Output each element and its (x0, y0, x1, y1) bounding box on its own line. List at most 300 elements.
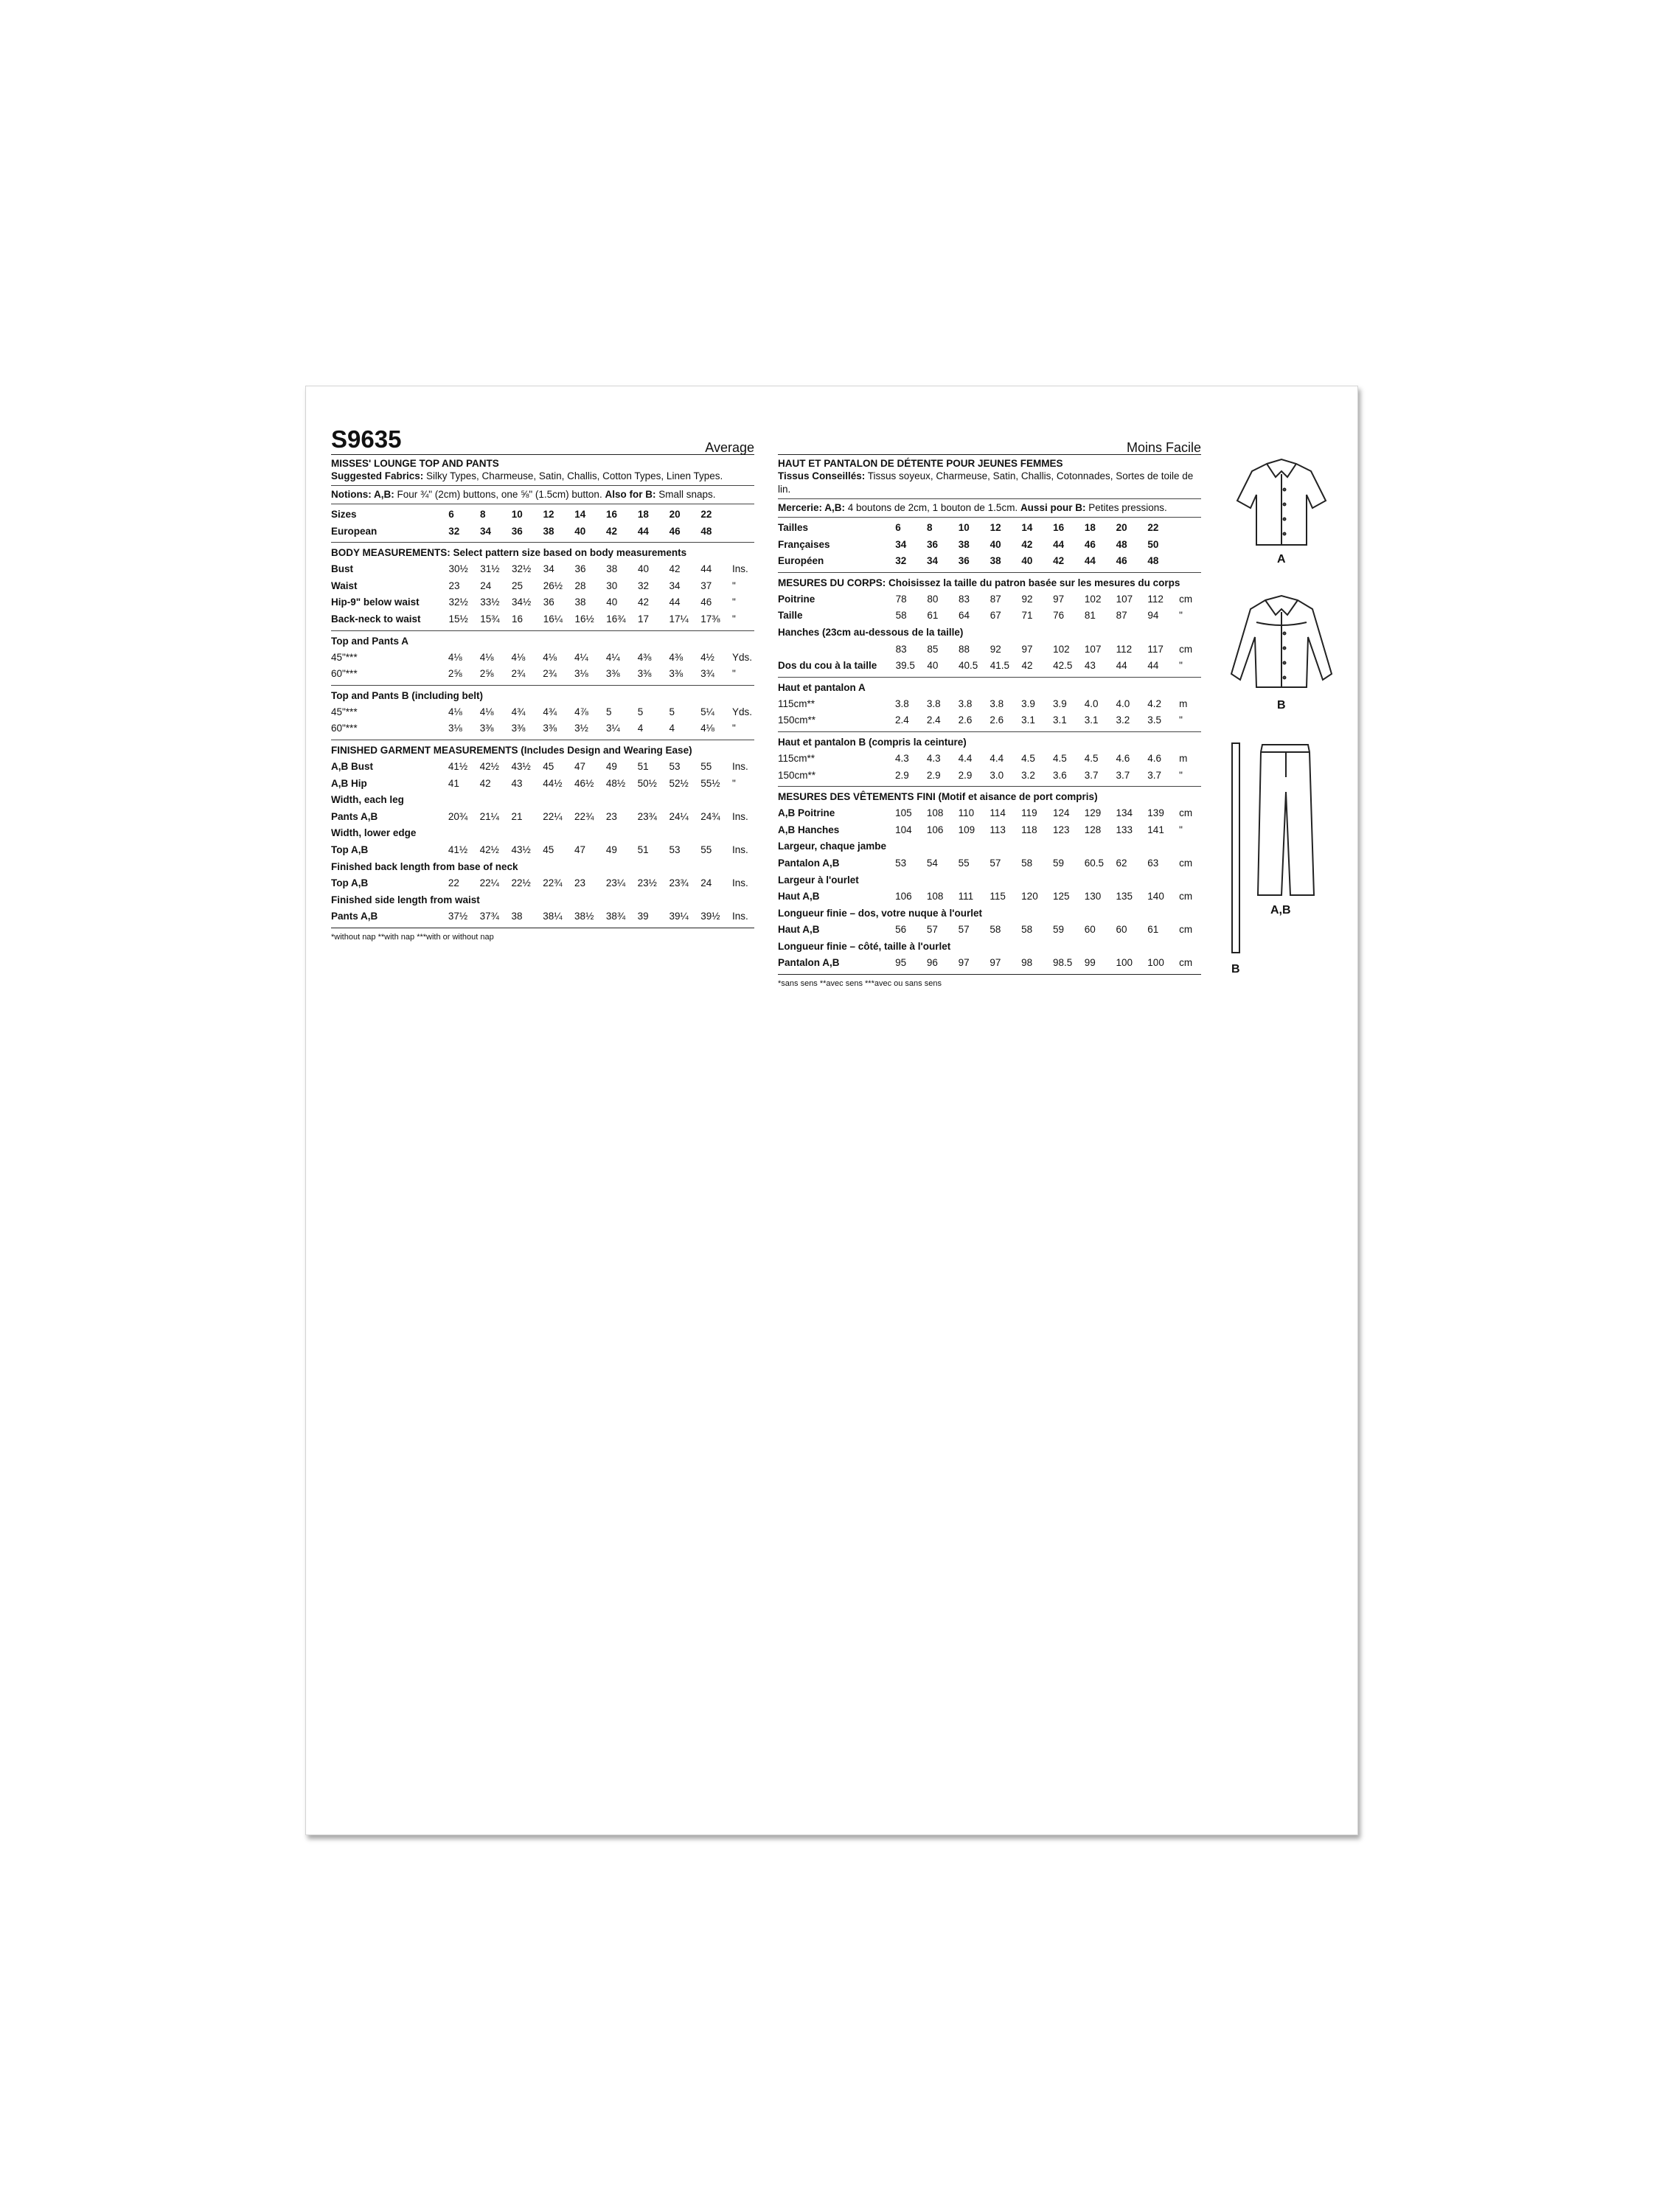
value-cell: 39 (637, 911, 649, 922)
value-cell: 2.6 (958, 714, 973, 726)
value-cell: 87 (990, 593, 1001, 605)
value-cell: 18 (637, 509, 649, 520)
value-cell: 4⅛ (448, 651, 462, 663)
value-cell: 118 (1021, 824, 1037, 835)
value-cell: 111 (958, 891, 974, 902)
value-cell: 2.4 (926, 714, 941, 726)
table-row (778, 696, 1201, 713)
table-row (331, 892, 754, 909)
unit-cell: cm (1179, 807, 1193, 819)
value-cell: 31½ (480, 563, 500, 575)
value-cell: 5 (637, 706, 644, 717)
value-cell: 39½ (700, 911, 720, 922)
value-cell: 14 (574, 509, 586, 520)
table-row (331, 759, 754, 776)
table-row (331, 507, 754, 524)
value-cell: 109 (958, 824, 975, 835)
row-label: Sizes (331, 509, 357, 520)
body-measurements-heading-fr: MESURES DU CORPS: Choisissez la taille du patron basée sur les mesures du corps (778, 577, 1180, 588)
row-label: Width, lower edge (331, 827, 417, 839)
value-cell: 134 (1116, 807, 1133, 819)
value-cell: 40.5 (959, 660, 978, 672)
value-cell: 125 (1052, 891, 1070, 902)
table-row (331, 859, 754, 876)
value-cell: 64 (959, 610, 970, 622)
divider (331, 485, 754, 486)
value-cell: 53 (669, 844, 681, 855)
table-row (778, 641, 1201, 658)
french-header (778, 431, 1201, 455)
value-cell: 38 (543, 525, 554, 537)
value-cell: 38¾ (605, 911, 626, 922)
value-cell: 47 (574, 760, 586, 772)
value-cell: 51 (637, 844, 649, 855)
table-row (778, 553, 1201, 570)
unit-cell: " (1179, 610, 1183, 622)
value-cell: 40 (990, 538, 1001, 550)
value-cell: 32 (448, 525, 460, 537)
value-cell: 44 (1084, 555, 1096, 567)
value-cell: 22½ (511, 877, 531, 889)
value-cell: 6 (448, 509, 454, 520)
sizes-table (331, 507, 754, 540)
unit-cell: Ins. (732, 911, 748, 922)
value-cell: 20¾ (448, 810, 468, 822)
value-cell: 97 (990, 957, 1001, 969)
value-cell: 92 (1021, 593, 1033, 605)
value-cell: 2.6 (990, 714, 1004, 726)
value-cell: 34 (927, 555, 939, 567)
value-cell: 4.3 (926, 752, 941, 764)
table-row (331, 524, 754, 540)
value-cell: 42½ (479, 760, 499, 772)
value-cell: 81 (1084, 610, 1096, 622)
value-cell: 106 (926, 824, 944, 835)
row-label: Pants A,B (331, 810, 378, 822)
value-cell: 4¾ (543, 706, 557, 717)
value-cell: 87 (1116, 610, 1127, 622)
value-cell: 83 (895, 643, 907, 655)
value-cell: 130 (1084, 891, 1102, 902)
value-cell: 119 (1021, 807, 1037, 819)
value-cell: 113 (990, 824, 1006, 835)
unit-cell: " (732, 777, 736, 789)
value-cell: 71 (1021, 610, 1033, 622)
value-cell: 4¾ (511, 706, 526, 717)
value-cell: 4⅛ (700, 723, 714, 734)
table-row (778, 955, 1201, 972)
value-cell: 25 (511, 580, 523, 591)
unit-cell: Ins. (732, 760, 748, 772)
notions-text-fr: 4 boutons de 2cm, 1 bouton de 1.5cm. (845, 502, 1020, 513)
table-row (331, 704, 754, 721)
table-row (331, 842, 754, 859)
value-cell: 41½ (448, 760, 468, 772)
divider (778, 517, 1201, 518)
value-cell: 12 (543, 509, 554, 520)
unit-cell: cm (1179, 957, 1193, 969)
value-cell: 62 (1116, 857, 1127, 869)
table-row (778, 658, 1201, 675)
value-cell: 58 (895, 610, 907, 622)
value-cell: 38 (958, 538, 970, 550)
row-label: A,B Hip (331, 777, 367, 789)
value-cell: 108 (926, 891, 944, 902)
value-cell: 3.6 (1052, 769, 1067, 781)
value-cell: 3¼ (605, 723, 620, 734)
value-cell: 4.4 (958, 752, 973, 764)
value-cell: 133 (1116, 824, 1133, 835)
value-cell: 38½ (574, 911, 594, 922)
yardage-b-heading: Top and Pants B (including belt) (331, 689, 483, 701)
value-cell: 8 (479, 509, 486, 520)
value-cell: 42 (1053, 555, 1065, 567)
row-label: A,B Hanches (778, 824, 840, 835)
value-cell: 60 (1084, 924, 1096, 936)
difficulty-level: Average (705, 440, 754, 455)
value-cell: 24 (480, 580, 492, 591)
value-cell: 4.6 (1147, 752, 1162, 764)
table-row (331, 776, 754, 793)
sketch-label-a: A (1277, 553, 1286, 566)
value-cell: 55 (700, 844, 712, 855)
value-cell: 34 (895, 538, 907, 550)
divider (778, 731, 1201, 732)
value-cell: 3⅜ (511, 723, 526, 734)
table-row (778, 872, 1201, 889)
value-cell: 8 (927, 522, 933, 533)
value-cell: 2⅝ (448, 668, 462, 680)
value-cell: 47 (574, 844, 586, 855)
value-cell: 26½ (543, 580, 563, 591)
table-row (778, 608, 1201, 625)
value-cell: 3.1 (1084, 714, 1099, 726)
value-cell: 14 (1021, 522, 1033, 533)
value-cell: 38 (606, 563, 618, 575)
value-cell: 139 (1147, 807, 1164, 819)
value-cell: 124 (1052, 807, 1070, 819)
table-row (778, 768, 1201, 785)
value-cell: 17 (637, 613, 649, 625)
value-cell: 44 (1053, 538, 1065, 550)
value-cell: 46 (1084, 538, 1096, 550)
table-row (778, 591, 1201, 608)
value-cell: 4 (637, 723, 644, 734)
pattern-code: S9635 (331, 425, 402, 453)
row-label: European (331, 525, 378, 537)
table-row (331, 666, 754, 683)
value-cell: 32½ (511, 563, 532, 575)
value-cell: 60.5 (1084, 857, 1105, 869)
value-cell: 42 (1021, 538, 1033, 550)
table-row (331, 611, 754, 628)
value-cell: 4.0 (1116, 698, 1130, 709)
value-cell: 3.2 (1021, 769, 1035, 781)
value-cell: 22¾ (543, 877, 563, 889)
value-cell: 12 (990, 522, 1001, 533)
row-label: Top A,B (331, 877, 369, 889)
value-cell: 17⅜ (700, 613, 720, 625)
value-cell: 16¾ (606, 613, 626, 625)
difficulty-level-fr: Moins Facile (1126, 440, 1201, 455)
value-cell: 49 (605, 760, 617, 772)
value-cell: 3⅜ (479, 723, 494, 734)
value-cell: 55½ (700, 777, 720, 789)
value-cell: 3.7 (1084, 769, 1099, 781)
value-cell: 4.3 (895, 752, 909, 764)
value-cell: 105 (895, 807, 912, 819)
unit-cell: cm (1179, 593, 1193, 605)
row-label: Haut A,B (778, 891, 820, 902)
value-cell: 3.2 (1116, 714, 1130, 726)
value-cell: 34 (669, 580, 681, 591)
value-cell: 20 (1116, 522, 1127, 533)
divider (331, 685, 754, 686)
value-cell: 10 (511, 509, 523, 520)
belt-sketch (1231, 742, 1241, 956)
value-cell: 36 (958, 555, 970, 567)
yardage-a-heading-fr: Haut et pantalon A (778, 681, 866, 693)
value-cell: 120 (1021, 891, 1038, 902)
footnote: *without nap **with nap ***with or without nap (331, 932, 494, 942)
top-a-sketch (1230, 456, 1333, 552)
value-cell: 34½ (511, 597, 532, 608)
value-cell: 44 (637, 525, 649, 537)
value-cell: 23¼ (605, 877, 626, 889)
unit-cell: " (1179, 660, 1183, 672)
value-cell: 55 (700, 760, 712, 772)
value-cell: 40 (927, 660, 939, 672)
value-cell: 3⅜ (605, 668, 620, 680)
value-cell: 80 (927, 593, 939, 605)
value-cell: 16½ (574, 613, 594, 625)
row-label: Pants A,B (331, 911, 378, 922)
finished-measurements-heading: FINISHED GARMENT MEASUREMENTS (Includes Design and Wearing Ease) (331, 744, 692, 756)
value-cell: 117 (1147, 643, 1164, 655)
sizes-table-fr (778, 520, 1201, 570)
value-cell: 23 (448, 580, 460, 591)
row-label: Hip-9" below waist (331, 597, 420, 608)
finished-measurements-table (331, 759, 754, 925)
unit-cell: " (731, 668, 736, 680)
table-row (778, 520, 1201, 537)
value-cell: 46 (700, 597, 712, 608)
value-cell: 37 (700, 580, 712, 591)
value-cell: 2.9 (895, 769, 909, 781)
value-cell: 4⅛ (511, 651, 526, 663)
pants-sketch (1252, 740, 1318, 902)
value-cell: 43 (511, 777, 523, 789)
value-cell: 22¼ (479, 877, 499, 889)
value-cell: 38 (990, 555, 1001, 567)
value-cell: 32 (637, 580, 649, 591)
notions-text: Four ¾" (2cm) buttons, one ⅝" (1.5cm) button. (394, 489, 605, 500)
value-cell: 4.4 (990, 752, 1004, 764)
pattern-back-sheet (305, 386, 1358, 1835)
value-cell: 97 (1021, 643, 1033, 655)
value-cell: 48 (1147, 555, 1159, 567)
french-column (778, 431, 1201, 988)
value-cell: 3.1 (1021, 714, 1035, 726)
value-cell: 88 (959, 643, 970, 655)
value-cell: 22¾ (574, 810, 594, 822)
row-label: Back-neck to waist (331, 613, 421, 625)
row-label: 115cm** (778, 698, 815, 709)
value-cell: 92 (990, 643, 1001, 655)
value-cell: 3⅜ (669, 668, 684, 680)
value-cell: 3½ (574, 723, 588, 734)
value-cell: 45 (543, 760, 554, 772)
value-cell: 5 (669, 706, 675, 717)
value-cell: 3.5 (1147, 714, 1162, 726)
value-cell: 21 (511, 810, 523, 822)
value-cell: 28 (574, 580, 586, 591)
value-cell: 32 (895, 555, 907, 567)
value-cell: 15¾ (480, 613, 500, 625)
value-cell: 10 (958, 522, 970, 533)
notions-b-label-fr: Aussi pour B: (1020, 502, 1086, 513)
row-label: 150cm** (778, 714, 816, 726)
table-row (778, 888, 1201, 905)
row-label (778, 641, 896, 658)
value-cell: 2¾ (543, 668, 557, 680)
fabrics-label-fr: Tissus Conseillés: (778, 470, 866, 481)
finished-measurements-heading-fr: MESURES DES VÊTEMENTS FINI (Motif et aisance de port compris) (778, 791, 1098, 803)
notions-label-fr: Mercerie: A,B: (778, 502, 846, 513)
value-cell: 4 (669, 723, 675, 734)
value-cell: 24 (700, 877, 712, 889)
value-cell: 37½ (448, 911, 468, 922)
unit-cell (732, 507, 754, 524)
row-label: 60"*** (331, 723, 358, 734)
value-cell: 43 (1084, 660, 1096, 672)
table-row (778, 922, 1201, 939)
row-label: 45"*** (331, 706, 358, 717)
divider (331, 542, 754, 543)
row-label: Waist (331, 580, 358, 591)
value-cell: 4.5 (1052, 752, 1067, 764)
row-label: 45"*** (331, 651, 358, 663)
value-cell: 61 (927, 610, 939, 622)
value-cell: 63 (1147, 857, 1159, 869)
value-cell: 49 (605, 844, 617, 855)
row-label: Finished side length from waist (331, 894, 480, 905)
unit-cell: cm (1179, 891, 1193, 902)
value-cell: 42½ (479, 844, 499, 855)
value-cell: 78 (895, 593, 907, 605)
value-cell: 16¼ (543, 613, 563, 625)
row-label: 115cm** (778, 752, 815, 764)
row-label: Width, each leg (331, 794, 404, 806)
value-cell: 135 (1116, 891, 1133, 902)
value-cell: 4.5 (1021, 752, 1035, 764)
value-cell: 5 (605, 706, 612, 717)
table-row (778, 939, 1201, 956)
value-cell: 16 (1053, 522, 1065, 533)
value-cell: 107 (1116, 593, 1133, 605)
value-cell: 99 (1084, 957, 1096, 969)
unit-cell: " (1179, 824, 1183, 835)
value-cell: 2.4 (895, 714, 909, 726)
row-label: Bust (331, 563, 353, 575)
value-cell: 46 (669, 525, 681, 537)
value-cell: 104 (895, 824, 912, 835)
value-cell: 37¾ (479, 911, 499, 922)
value-cell: 40 (1021, 555, 1033, 567)
value-cell: 3⅜ (543, 723, 557, 734)
value-cell: 3.7 (1116, 769, 1130, 781)
row-label: Tailles (778, 522, 809, 533)
value-cell: 36 (511, 525, 523, 537)
row-label: Pantalon A,B (778, 857, 840, 869)
value-cell: 22 (1147, 522, 1159, 533)
value-cell: 58 (1021, 924, 1033, 936)
value-cell: 34 (479, 525, 492, 537)
unit-cell: m (1179, 752, 1188, 764)
yardage-b-table-fr (778, 751, 1201, 784)
unit-cell: cm (1179, 857, 1193, 869)
value-cell: 3¾ (700, 668, 714, 680)
value-cell: 30 (606, 580, 618, 591)
value-cell: 2¾ (511, 668, 526, 680)
value-cell: 6 (895, 522, 901, 533)
table-row (778, 625, 1201, 641)
value-cell: 2⅝ (479, 668, 494, 680)
value-cell: 42 (669, 563, 681, 575)
value-cell: 57 (926, 924, 938, 936)
value-cell: 50 (1147, 538, 1159, 550)
value-cell: 3.7 (1147, 769, 1162, 781)
value-cell: 44 (1147, 660, 1159, 672)
table-row (331, 825, 754, 842)
value-cell: 43½ (511, 844, 531, 855)
table-row (331, 594, 754, 611)
value-cell: 36 (574, 563, 586, 575)
value-cell: 41.5 (990, 660, 1010, 672)
unit-cell: " (731, 723, 736, 734)
value-cell: 83 (959, 593, 970, 605)
value-cell: 123 (1052, 824, 1070, 835)
unit-cell: " (1179, 769, 1183, 781)
value-cell: 46 (1116, 555, 1127, 567)
value-cell: 95 (895, 957, 907, 969)
value-cell: 128 (1084, 824, 1102, 835)
unit-cell: " (1179, 714, 1183, 726)
pattern-title: MISSES' LOUNGE TOP AND PANTS (331, 458, 499, 469)
value-cell: 96 (926, 957, 938, 969)
row-label: Pantalon A,B (778, 957, 840, 969)
value-cell: 60 (1116, 924, 1127, 936)
value-cell: 55 (958, 857, 970, 869)
value-cell: 58 (1021, 857, 1033, 869)
value-cell: 58 (990, 924, 1001, 936)
suggested-fabrics-fr (778, 470, 1201, 496)
unit-cell: " (732, 580, 736, 591)
value-cell: 110 (958, 807, 975, 819)
value-cell: 23 (605, 810, 617, 822)
value-cell: 98 (1021, 957, 1033, 969)
value-cell: 24¾ (700, 810, 720, 822)
body-measurements-heading: BODY MEASUREMENTS: Select pattern size based on body measurements (331, 547, 687, 559)
value-cell: 42 (479, 777, 491, 789)
value-cell: 3.8 (958, 698, 973, 709)
row-label: 60"*** (331, 668, 358, 680)
row-label: Françaises (778, 538, 830, 550)
value-cell: 3.8 (990, 698, 1004, 709)
row-label: A,B Bust (331, 760, 373, 772)
value-cell: 3.1 (1052, 714, 1067, 726)
notions-fr (778, 501, 1201, 515)
